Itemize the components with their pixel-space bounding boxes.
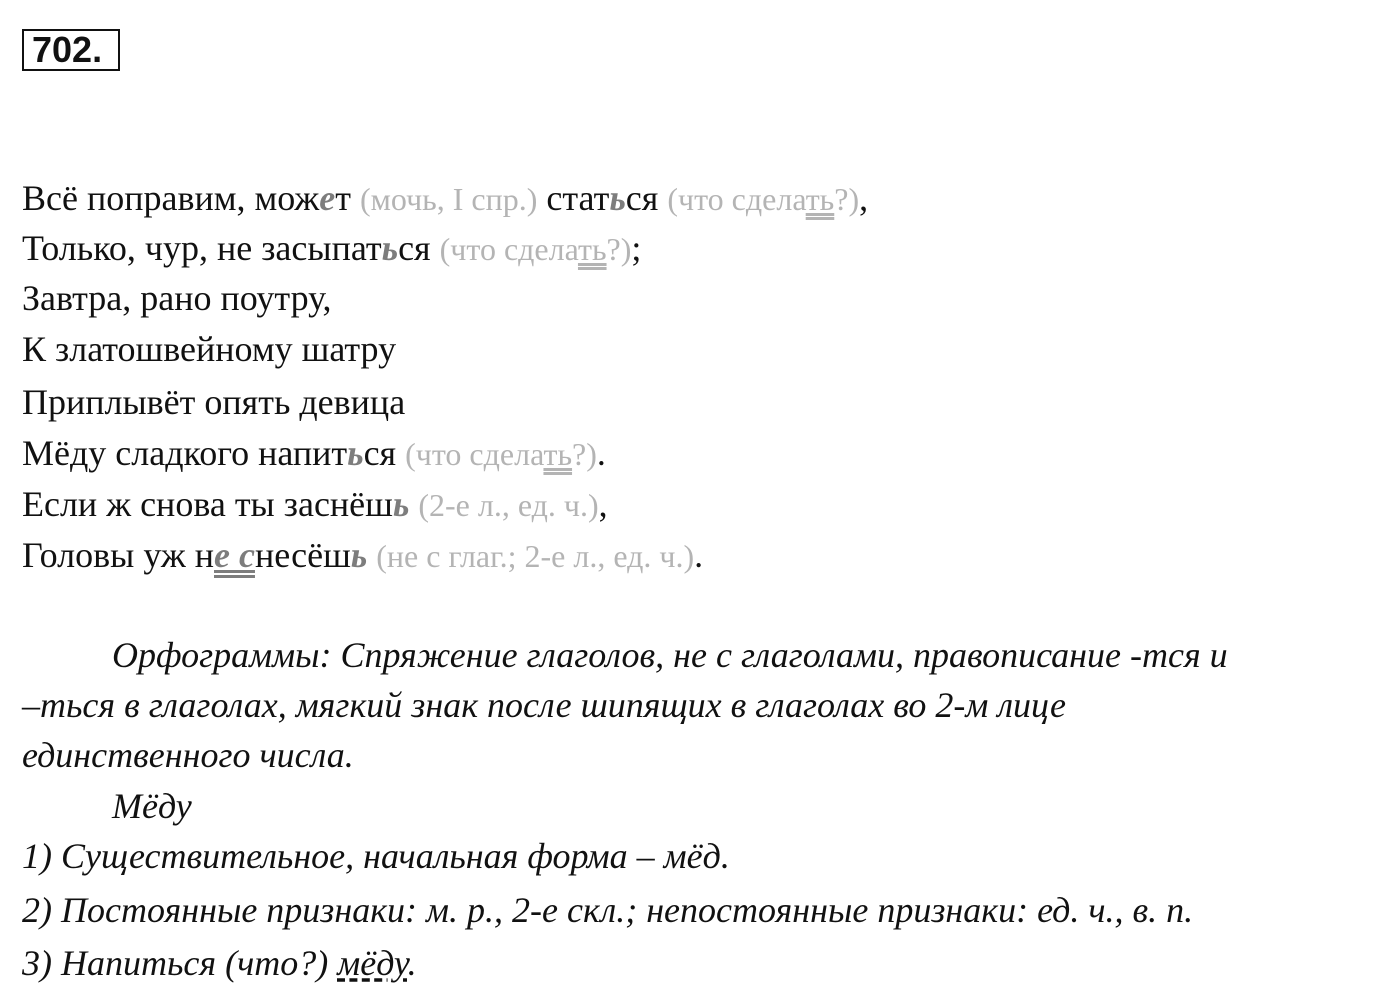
poem-line-3: Завтра, рано поутру, xyxy=(22,278,332,318)
poem-line-1: Всё поправим, может (мочь, I спр.) статься (что сделать?), xyxy=(22,178,869,218)
orthogram-text-line-1: Орфограммы: Спряжение глаголов, не с глаголами, правописание -тся и xyxy=(112,635,1228,675)
highlighted-letter: ь xyxy=(347,433,364,473)
orthogram-text-line-2: –ться в глаголах, мягкий знак после шипящих в глаголах во 2-м лице xyxy=(22,685,1066,725)
analysis-item-3: 3) Напиться (что?) мёду. xyxy=(22,943,417,983)
poem-line-4: К златошвейному шатру xyxy=(22,329,397,369)
poem-line-8: Головы уж не снесёшь (не с глаг.; 2-е л., ед. ч.). xyxy=(22,535,704,575)
grammar-hint: (что сделать?) xyxy=(667,181,860,217)
highlighted-letter: ь xyxy=(392,484,410,524)
grammar-hint: (не с глаг.; 2-е л., ед. ч.) xyxy=(376,538,695,574)
poem-line-2: Только, чур, не засыпаться (что сделать?); xyxy=(22,228,642,268)
highlighted-letter: ь xyxy=(381,228,399,268)
poem-line-7: Если ж снова ты заснёшь (2-е л., ед. ч.), xyxy=(22,484,608,524)
grammar-hint: (что сделать?) xyxy=(439,231,632,267)
grammar-hint: (мочь, I спр.) xyxy=(360,181,538,217)
poem-line-6: Мёду сладкого напиться (что сделать?). xyxy=(22,433,606,473)
highlighted-letter: е xyxy=(319,178,336,218)
orthogram-text-line-3: единственного числа. xyxy=(22,735,354,775)
grammar-hint: (2-е л., ед. ч.) xyxy=(418,487,599,523)
grammar-hint: (что сделать?) xyxy=(405,436,597,472)
object-word: мёду xyxy=(337,943,408,983)
highlighted-particle: е с xyxy=(214,535,255,575)
poem-line-5: Приплывёт опять девица xyxy=(22,382,406,422)
exercise-number: 702. xyxy=(32,29,103,70)
analysis-item-1: 1) Существительное, начальная форма – мёд. xyxy=(22,836,730,876)
parsed-word: Мёду xyxy=(112,786,192,826)
highlighted-letter: ь xyxy=(609,178,626,218)
highlighted-letter: ь xyxy=(350,535,368,575)
analysis-item-2: 2) Постоянные признаки: м. р., 2-е скл.; непостоянные признаки: ед. ч., в. п. xyxy=(22,890,1194,930)
